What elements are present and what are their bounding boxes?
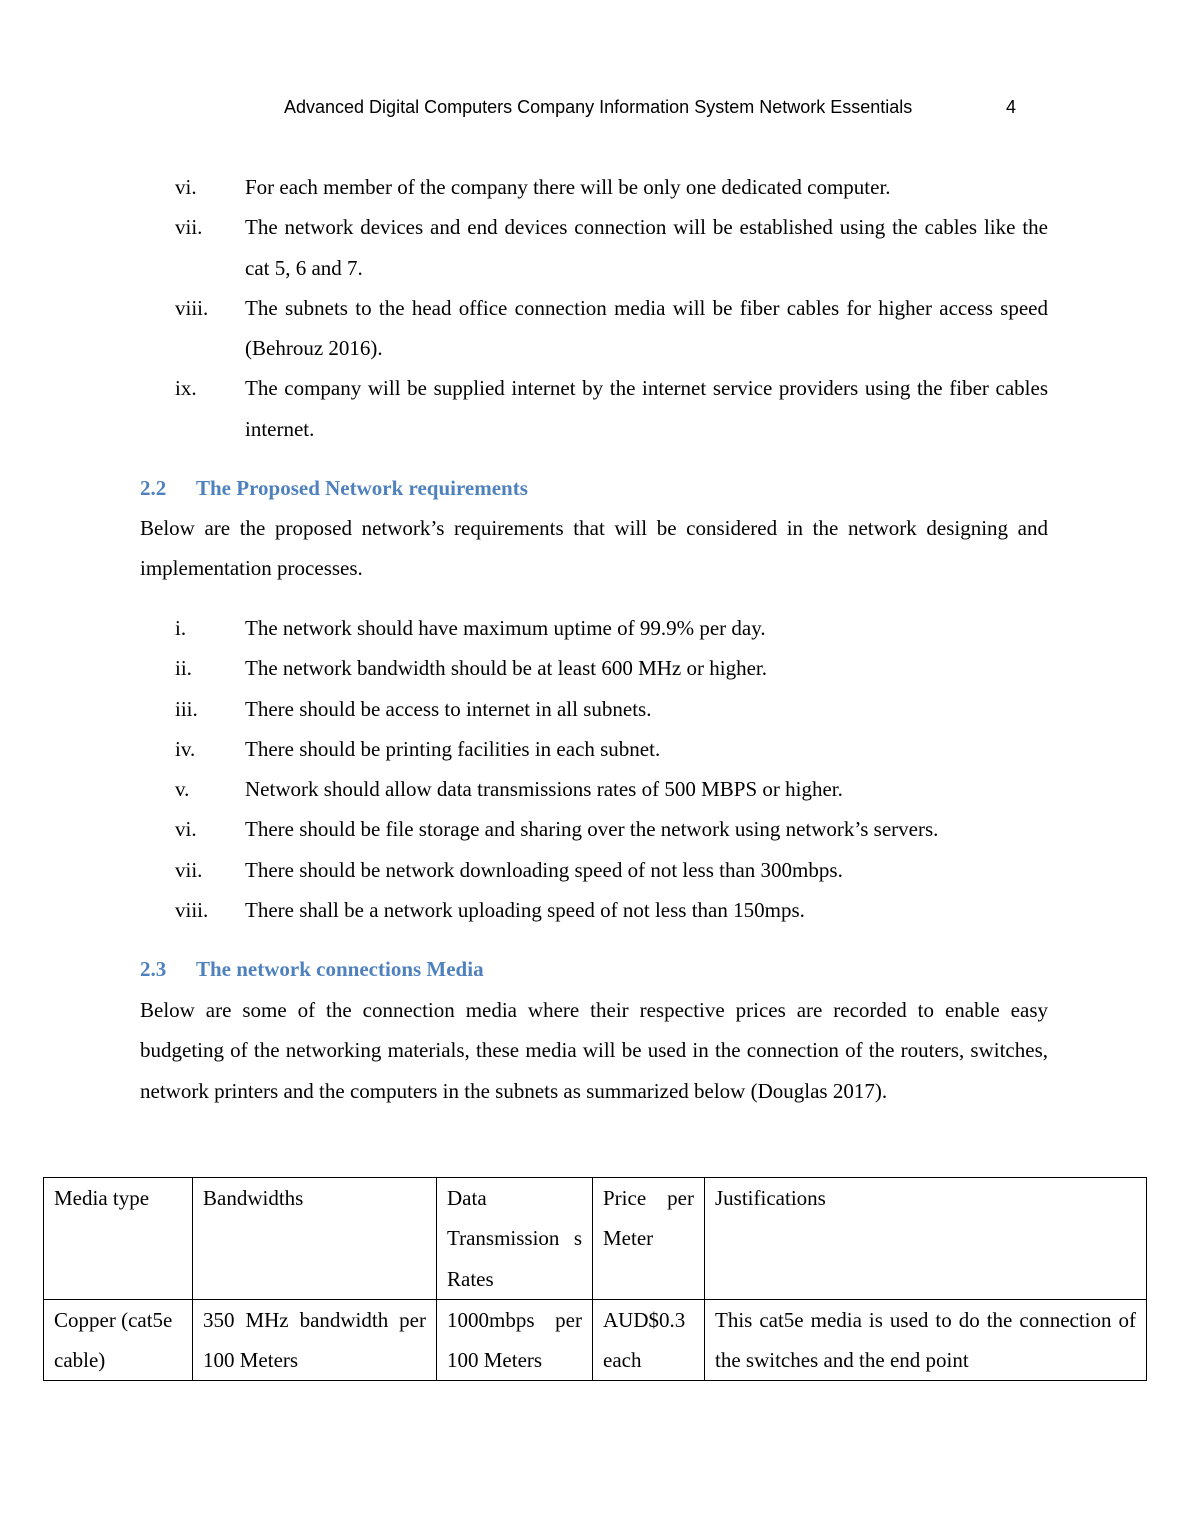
list-item-text: There should be access to internet in all subnets. (245, 696, 652, 721)
list-item (175, 167, 1048, 207)
list-item-text: There should be network downloading speed of not less than 300mbps. (245, 857, 843, 882)
table-header-row (44, 1178, 1147, 1300)
requirements-list (175, 608, 1048, 930)
list-item-text: Network should allow data transmissions rates of 500 MBPS or higher. (245, 777, 843, 802)
table-cell: Copper (cat5e cable) (44, 1299, 193, 1381)
list-item-number: vi. (175, 817, 197, 842)
list-item (175, 207, 1048, 288)
list-item-text: There should be printing facilities in each subnet. (245, 736, 661, 761)
table-cell: This cat5e media is used to do the connection of the switches and the end point (705, 1299, 1147, 1381)
list-item-text: There should be file storage and sharing over the network using network’s servers. (245, 817, 939, 842)
list-item-number: i. (175, 616, 187, 640)
section-number: 2.3 (140, 957, 167, 981)
table-header-cell: Price per Meter (593, 1178, 705, 1300)
list-item-number: vi. (175, 175, 197, 199)
section-heading-2-2 (140, 468, 528, 508)
list-item-number: iii. (175, 696, 198, 721)
table-row (44, 1299, 1147, 1381)
table-header-cell: Bandwidths (193, 1178, 437, 1300)
list-item-number: v. (175, 777, 190, 802)
list-item (175, 608, 1048, 648)
list-item-text: The network should have maximum uptime of 99.9% per day. (245, 616, 766, 640)
list-item (175, 809, 1048, 849)
section-number: 2.2 (140, 476, 167, 500)
list-item (175, 368, 1048, 449)
list-item-number: vii. (175, 215, 203, 240)
table-header-cell: Data Transmission s Rates (437, 1178, 593, 1300)
section-title: The Proposed Network requirements (196, 476, 528, 500)
list-item (175, 648, 1048, 688)
list-item-number: viii. (175, 898, 209, 923)
list-item-text: There shall be a network uploading speed of not less than 150mps. (245, 898, 805, 923)
table-header-cell: Media type (44, 1178, 193, 1300)
list-item-text: The network devices and end devices connection will be established using the cables like the cat 5, 6 and 7. (245, 215, 1048, 280)
section-title: The network connections Media (196, 957, 484, 981)
page-header (284, 97, 1017, 118)
list-item (175, 890, 1048, 930)
section-2-2-intro: Below are the proposed network’s requirements that will be considered in the network designing and implementation processes. (140, 516, 1048, 581)
list-item-text: The subnets to the head office connection media will be fiber cables for higher access speed (Behrouz 2016). (245, 295, 1048, 361)
list-top (175, 167, 1048, 449)
section-2-3-intro: Below are some of the connection media where their respective prices are recorded to enable easy budgeting of the networking materials, these media will be used in the connection of the routers, switches, network printers and the computers in the subnets as summarized below (Douglas 2017). (140, 998, 1048, 1103)
list-item-text: The company will be supplied internet by the internet service providers using the fiber cables internet. (245, 376, 1048, 441)
list-item-number: viii. (175, 295, 209, 320)
page-number: 4 (1006, 97, 1017, 117)
table-cell: AUD$0.3 each (593, 1299, 705, 1381)
section-heading-2-3 (140, 949, 484, 989)
list-item-number: iv. (175, 736, 196, 761)
media-table (43, 1177, 1147, 1381)
header-title: Advanced Digital Computers Company Information System Network Essentials (284, 97, 913, 117)
list-item-text: For each member of the company there will be only one dedicated computer. (245, 175, 891, 199)
table-cell: 1000mbps per 100 Meters (437, 1299, 593, 1381)
table-cell: 350 MHz bandwidth per 100 Meters (193, 1299, 437, 1381)
list-item (175, 850, 1048, 890)
list-item-number: vii. (175, 857, 203, 882)
list-item-number: ii. (175, 656, 192, 681)
list-item-text: The network bandwidth should be at least 600 MHz or higher. (245, 656, 767, 681)
list-item-number: ix. (175, 376, 197, 401)
table-header-cell: Justifications (705, 1178, 1147, 1300)
list-item (175, 769, 1048, 809)
list-item (175, 288, 1048, 369)
list-item (175, 729, 1048, 769)
list-item (175, 689, 1048, 729)
